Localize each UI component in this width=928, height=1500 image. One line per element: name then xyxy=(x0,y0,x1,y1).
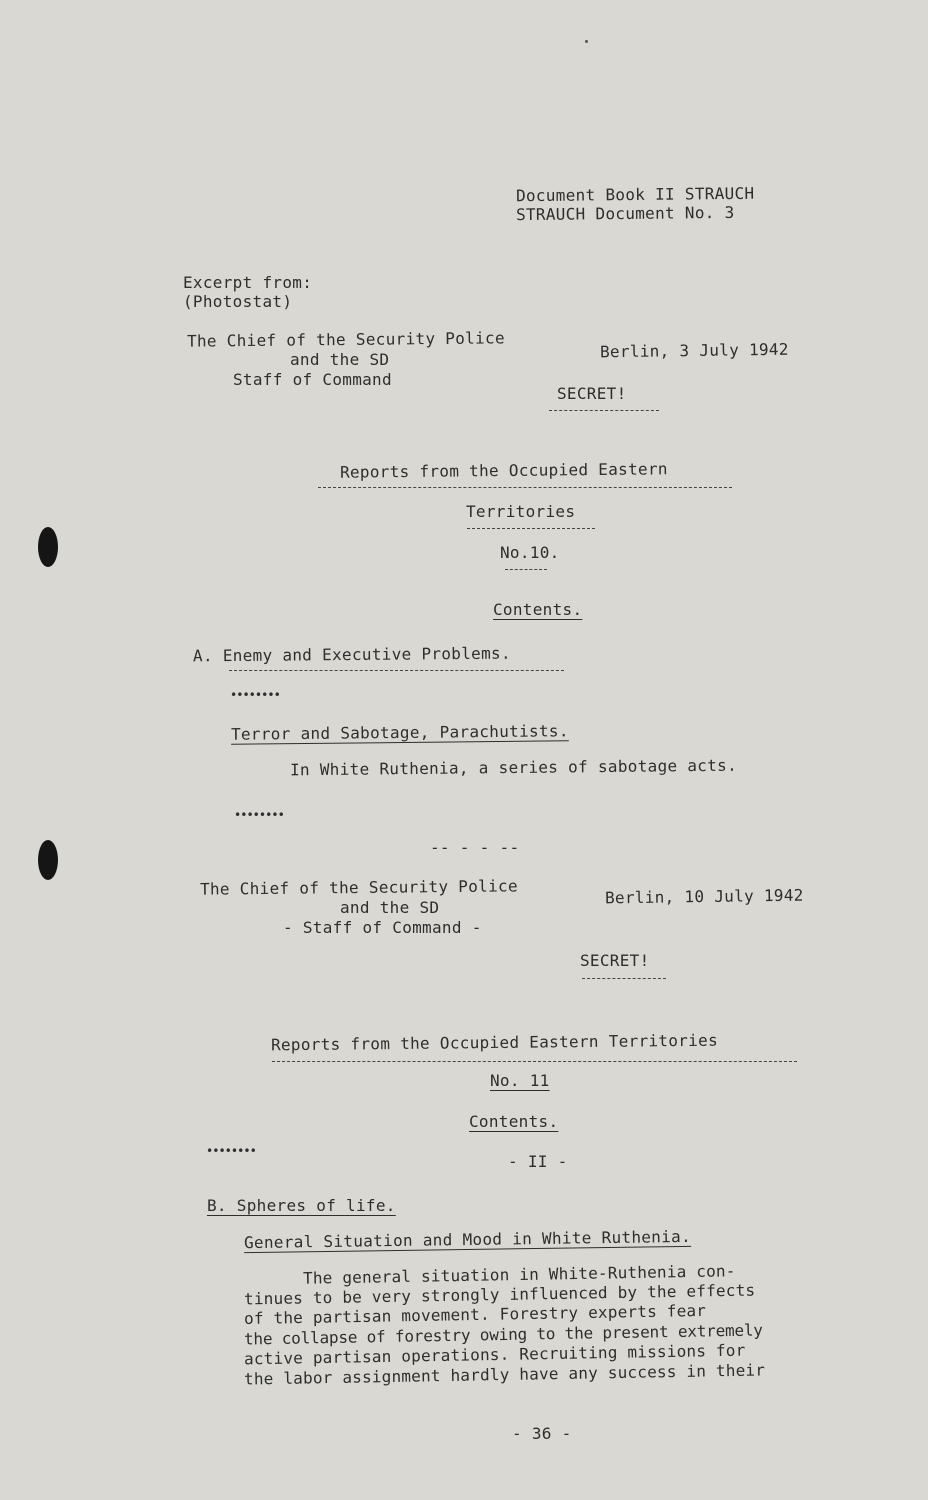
section-underline xyxy=(229,670,564,671)
page-marker: - II - xyxy=(508,1152,568,1171)
page-number: - 36 - xyxy=(512,1424,572,1443)
excerpt-label: Excerpt from: xyxy=(183,273,313,292)
classification-label: SECRET! xyxy=(557,384,627,403)
punch-hole-icon xyxy=(38,840,58,880)
report-title: Reports from the Occupied Eastern Territories xyxy=(270,1030,719,1055)
paragraph-line: the collapse of forestry owing to the present extremely xyxy=(243,1320,763,1349)
subheading: General Situation and Mood in White Ruthenia. xyxy=(243,1226,692,1253)
document-number-label: STRAUCH Document No. 3 xyxy=(515,202,735,225)
report-date: Berlin, 10 July 1942 xyxy=(604,885,804,908)
paragraph-line: the labor assignment hardly have any success in their xyxy=(243,1360,766,1389)
paragraph-line: tinues to be very strongly influenced by the effects xyxy=(243,1280,756,1309)
omission-marks: •••••••• xyxy=(234,808,284,822)
sender-line: Staff of Command xyxy=(233,370,392,389)
contents-heading: Contents. xyxy=(469,1112,559,1131)
number-underline xyxy=(505,569,547,570)
title-underline xyxy=(318,487,732,488)
photostat-label: (Photostat) xyxy=(183,292,293,311)
paragraph-line: active partisan operations. Recruiting missions for xyxy=(243,1340,746,1369)
report-number: No.10. xyxy=(500,543,560,562)
contents-heading: Contents. xyxy=(493,600,583,619)
title-underline xyxy=(272,1061,797,1062)
subheading: Terror and Sabotage, Parachutists. xyxy=(230,721,569,744)
separator: -- - - -- xyxy=(430,838,520,857)
sender-line: - Staff of Command - xyxy=(283,918,482,937)
classification-underline xyxy=(582,978,666,979)
paragraph-line: of the partisan movement. Forestry experts fear xyxy=(243,1300,707,1329)
sender-line: and the SD xyxy=(290,350,390,369)
document-book-label: Document Book II STRAUCH xyxy=(515,183,755,206)
paragraph-line: The general situation in White-Ruthenia con- xyxy=(302,1261,736,1288)
report-date: Berlin, 3 July 1942 xyxy=(599,339,789,362)
sender-line: The Chief of the Security Police xyxy=(199,876,518,899)
report-title: Territories xyxy=(466,502,576,521)
title-underline xyxy=(467,528,595,529)
section-heading: B. Spheres of life. xyxy=(207,1196,396,1215)
section-heading: A. Enemy and Executive Problems. xyxy=(192,643,511,666)
classification-underline xyxy=(549,410,659,411)
omission-marks: •••••••• xyxy=(206,1144,256,1158)
report-title: Reports from the Occupied Eastern xyxy=(339,459,668,482)
omission-marks: •••••••• xyxy=(230,688,280,702)
classification-label: SECRET! xyxy=(580,951,650,970)
report-number: No. 11 xyxy=(490,1071,550,1090)
sender-line: and the SD xyxy=(340,898,440,917)
body-text: In White Ruthenia, a series of sabotage acts. xyxy=(289,755,738,780)
punch-hole-icon xyxy=(38,527,58,567)
sender-line: The Chief of the Security Police xyxy=(186,328,505,351)
paper-speck xyxy=(585,40,588,43)
